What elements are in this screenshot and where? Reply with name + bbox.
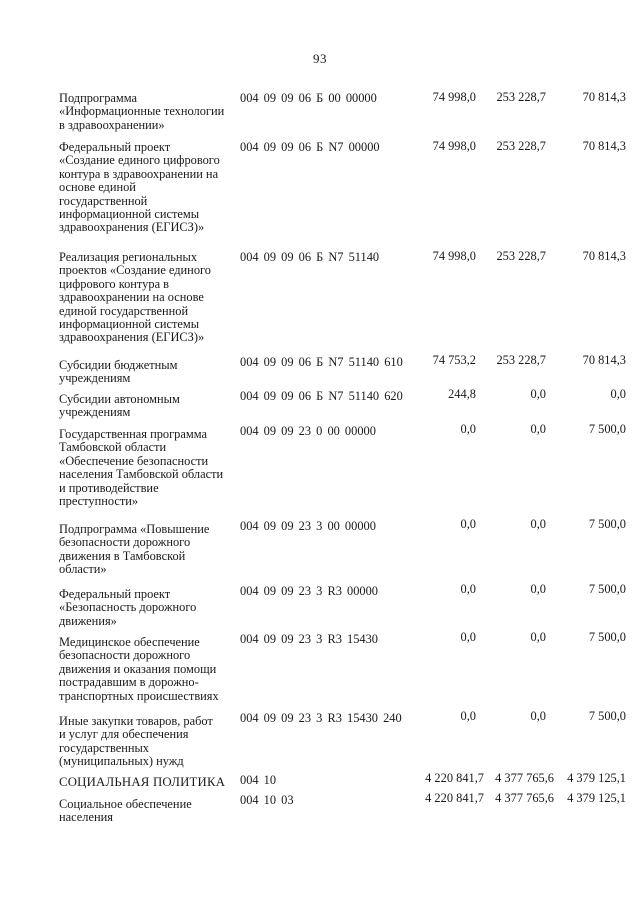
row-value-1: 74 998,0 (432, 90, 476, 104)
row-code: 004 10 03 (240, 793, 294, 807)
row-name: Федеральный проект «Создание единого цифрового контура в здравоохранении на основе единой государственной информационной системы здравоохранения (ЕГИСЗ)» (59, 140, 220, 235)
row-value-2: 0,0 (530, 517, 546, 531)
row-value-1: 0,0 (460, 709, 476, 723)
row-code: 004 09 09 06 Б 00 00000 (240, 91, 377, 105)
row-value-2: 253 228,7 (496, 139, 546, 153)
row-code: 004 09 09 06 Б N7 51140 (240, 250, 380, 264)
row-value-2: 0,0 (530, 387, 546, 401)
row-value-3: 70 814,3 (582, 90, 626, 104)
row-value-2: 253 228,7 (496, 353, 546, 367)
row-code: 004 09 09 23 3 00 00000 (240, 519, 376, 533)
row-value-1: 74 998,0 (432, 139, 476, 153)
row-name: Федеральный проект «Безопасность дорожного движения» (59, 587, 197, 628)
row-value-3: 4 379 125,1 (567, 771, 626, 785)
row-code: 004 10 (240, 773, 277, 787)
row-value-1: 0,0 (460, 422, 476, 436)
row-name: Иные закупки товаров, работ и услуг для обеспечения государственных (муниципальных) нужд (59, 714, 213, 769)
row-value-2: 253 228,7 (496, 90, 546, 104)
row-value-1: 0,0 (460, 630, 476, 644)
row-value-1: 74 753,2 (432, 353, 476, 367)
row-code: 004 09 09 23 0 00 00000 (240, 424, 376, 438)
row-value-2: 253 228,7 (496, 249, 546, 263)
row-name: Подпрограмма «Информационные технологии в здравоохранении» (59, 91, 225, 132)
row-value-3: 7 500,0 (588, 709, 626, 723)
row-name: Субсидии бюджетным учреждениям (59, 358, 178, 386)
row-value-1: 4 220 841,7 (425, 791, 484, 805)
row-code: 004 09 09 23 3 R3 15430 (240, 632, 378, 646)
row-value-1: 74 998,0 (432, 249, 476, 263)
row-value-2: 4 377 765,6 (495, 771, 554, 785)
row-code: 004 09 09 23 3 R3 15430 240 (240, 711, 402, 725)
row-code: 004 09 09 23 3 R3 00000 (240, 584, 378, 598)
row-value-2: 4 377 765,6 (495, 791, 554, 805)
row-value-3: 70 814,3 (582, 249, 626, 263)
page-number: 93 (313, 51, 327, 66)
row-value-3: 0,0 (610, 387, 626, 401)
row-name: Медицинское обеспечение безопасности дорожного движения и оказания помощи пострадавшим в дорожно- транспортных происшествиях (59, 635, 219, 703)
row-value-2: 0,0 (530, 422, 546, 436)
row-value-1: 244,8 (448, 387, 476, 401)
row-value-3: 4 379 125,1 (567, 791, 626, 805)
row-value-3: 70 814,3 (582, 139, 626, 153)
row-value-2: 0,0 (530, 630, 546, 644)
row-value-2: 0,0 (530, 582, 546, 596)
row-name: Государственная программа Тамбовской области «Обеспечение безопасности населения Тамбовской области и противодействие преступности» (59, 427, 224, 509)
row-value-3: 70 814,3 (582, 353, 626, 367)
row-name: Подпрограмма «Повышение безопасности дорожного движения в Тамбовской области» (59, 522, 210, 577)
row-value-1: 0,0 (460, 582, 476, 596)
row-name: Социальное обеспечение населения (59, 797, 192, 825)
row-value-1: 0,0 (460, 517, 476, 531)
row-value-3: 7 500,0 (588, 582, 626, 596)
row-code: 004 09 09 06 Б N7 51140 620 (240, 389, 403, 403)
row-value-2: 0,0 (530, 709, 546, 723)
row-code: 004 09 09 06 Б N7 00000 (240, 140, 380, 154)
row-value-3: 7 500,0 (588, 517, 626, 531)
row-name: СОЦИАЛЬНАЯ ПОЛИТИКА (59, 775, 226, 789)
row-name: Реализация региональных проектов «Создание единого цифрового контура в здравоохранении на основе единой государственной информационной системы здравоохранения (ЕГИСЗ)» (59, 250, 211, 345)
row-value-1: 4 220 841,7 (425, 771, 484, 785)
row-value-3: 7 500,0 (588, 422, 626, 436)
row-name: Субсидии автономным учреждениям (59, 392, 180, 420)
row-code: 004 09 09 06 Б N7 51140 610 (240, 355, 403, 369)
row-value-3: 7 500,0 (588, 630, 626, 644)
